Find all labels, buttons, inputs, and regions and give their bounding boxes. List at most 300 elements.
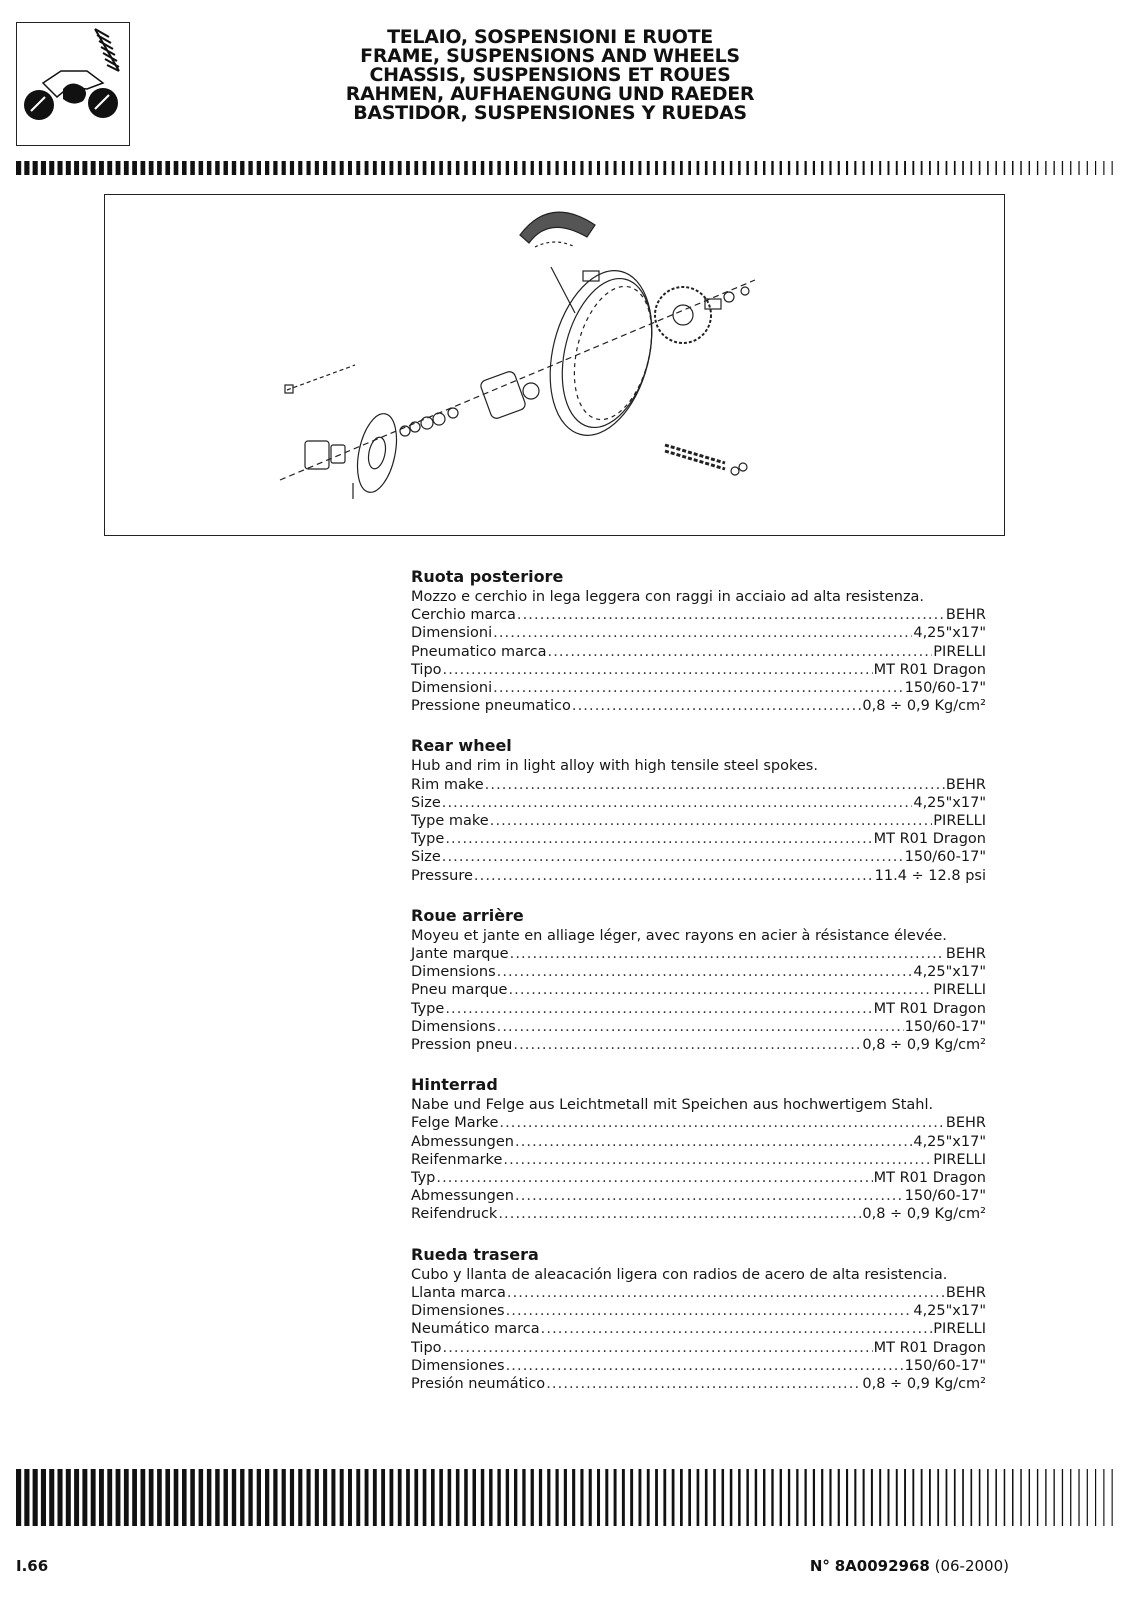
barcode-bar xyxy=(481,1469,484,1526)
barcode-bar xyxy=(937,1469,939,1526)
barcode-bar xyxy=(921,1469,923,1526)
barcode-bar xyxy=(962,1469,964,1526)
barcode-bar xyxy=(805,1469,807,1526)
barcode-bar xyxy=(348,161,352,175)
barcode-bar xyxy=(688,1469,691,1526)
barcode-bar xyxy=(1020,1469,1021,1526)
spec-section-en xyxy=(411,735,986,884)
spec-row xyxy=(411,1375,986,1393)
spec-value: PIRELLI xyxy=(933,982,986,999)
barcode-bar xyxy=(456,1469,460,1526)
barcode-bar xyxy=(390,161,394,175)
barcode-bar xyxy=(871,1469,873,1526)
barcode-bar xyxy=(406,1469,410,1526)
barcode-bar xyxy=(979,1469,981,1526)
spec-row xyxy=(411,643,986,661)
barcode-bar xyxy=(771,161,773,175)
spec-value: 0,8 ÷ 0,9 Kg/cm² xyxy=(862,1375,986,1392)
leader-dots xyxy=(506,1302,913,1320)
leader-dots xyxy=(493,679,904,697)
spec-row xyxy=(411,1114,986,1132)
spec-label: Pression pneu xyxy=(411,1037,513,1054)
barcode-bar xyxy=(414,161,418,175)
section-description: Hub and rim in light alloy with high tensile steel spokes. xyxy=(411,758,818,775)
barcode-bar xyxy=(879,1469,881,1526)
leader-dots xyxy=(445,1000,872,1018)
barcode-bar xyxy=(199,161,204,175)
barcode-bar xyxy=(240,161,244,175)
barcode-bar xyxy=(116,161,121,175)
barcode-bar xyxy=(190,1469,195,1526)
barcode-bar xyxy=(697,1469,700,1526)
spec-value: MT R01 Dragon xyxy=(873,1000,986,1017)
barcode-bar xyxy=(1095,1469,1096,1526)
barcode-bar xyxy=(41,161,46,175)
barcode-bar xyxy=(1029,1469,1030,1526)
barcode-bar xyxy=(647,1469,650,1526)
barcode-bar xyxy=(722,161,725,175)
barcode-bar xyxy=(381,161,385,175)
barcode-bar xyxy=(497,1469,500,1526)
barcode-bar xyxy=(182,161,187,175)
spec-label: Dimensions xyxy=(411,964,496,981)
bottom-barcode-strip xyxy=(16,1469,1116,1526)
barcode-bar xyxy=(141,161,146,175)
barcode-bar xyxy=(663,1469,666,1526)
spec-value: 150/60-17" xyxy=(904,1018,986,1035)
barcode-bar xyxy=(979,161,981,175)
spec-section-fr xyxy=(411,905,986,1054)
barcode-bar xyxy=(423,161,427,175)
barcode-bar xyxy=(1004,161,1006,175)
barcode-bar xyxy=(888,1469,890,1526)
barcode-bar xyxy=(373,161,377,175)
spec-row xyxy=(411,981,986,999)
spec-label: Pneu marque xyxy=(411,982,508,999)
barcode-bar xyxy=(647,161,650,175)
spec-row xyxy=(411,867,986,885)
spec-label: Abmessungen xyxy=(411,1133,514,1150)
barcode-bar xyxy=(863,1469,865,1526)
spec-value: MT R01 Dragon xyxy=(873,661,986,678)
barcode-bar xyxy=(971,1469,973,1526)
barcode-bar xyxy=(854,1469,856,1526)
spec-row xyxy=(411,963,986,981)
barcode-bar xyxy=(340,161,344,175)
barcode-bar xyxy=(531,161,534,175)
barcode-bar xyxy=(157,161,162,175)
barcode-bar xyxy=(58,1469,63,1526)
leader-dots xyxy=(445,830,872,848)
barcode-bar xyxy=(174,161,179,175)
spec-value: PIRELLI xyxy=(933,1321,986,1338)
spec-row xyxy=(411,1357,986,1375)
barcode-bar xyxy=(390,1469,394,1526)
leader-dots xyxy=(474,867,874,885)
barcode-bar xyxy=(365,1469,369,1526)
leader-dots xyxy=(546,1375,861,1393)
barcode-bar xyxy=(780,161,782,175)
spec-value: PIRELLI xyxy=(933,643,986,660)
barcode-bar xyxy=(788,161,790,175)
barcode-bar xyxy=(713,161,716,175)
barcode-bar xyxy=(74,161,79,175)
barcode-bar xyxy=(207,1469,211,1526)
barcode-bar xyxy=(448,161,452,175)
spec-value: BEHR xyxy=(945,946,986,963)
barcode-bar xyxy=(41,1469,46,1526)
motorcycle-frame-icon xyxy=(17,23,129,145)
barcode-bar xyxy=(929,1469,931,1526)
leader-dots xyxy=(547,643,932,661)
spec-label: Neumático marca xyxy=(411,1321,540,1338)
barcode-bar xyxy=(813,1469,815,1526)
spec-row xyxy=(411,697,986,715)
spec-row xyxy=(411,1000,986,1018)
barcode-bar xyxy=(821,1469,823,1526)
spec-value: BEHR xyxy=(945,607,986,624)
barcode-bar xyxy=(190,161,195,175)
spec-label: Type xyxy=(411,831,445,848)
barcode-bar xyxy=(141,1469,146,1526)
section-description: Mozzo e cerchio in lega leggera con raggi in acciaio ad alta resistenza. xyxy=(411,589,925,605)
barcode-bar xyxy=(398,1469,402,1526)
barcode-bar xyxy=(381,1469,385,1526)
leader-dots xyxy=(497,1018,904,1036)
barcode-bar xyxy=(506,161,509,175)
barcode-bar xyxy=(1103,161,1104,175)
barcode-bar xyxy=(805,161,807,175)
barcode-bar xyxy=(66,161,71,175)
spec-value: 150/60-17" xyxy=(904,1357,986,1374)
barcode-bar xyxy=(580,161,583,175)
barcode-bar xyxy=(124,161,129,175)
leader-dots xyxy=(490,812,933,830)
barcode-bar xyxy=(439,1469,443,1526)
barcode-bar xyxy=(763,1469,765,1526)
barcode-bar xyxy=(962,161,964,175)
barcode-bar xyxy=(1045,161,1046,175)
leader-dots xyxy=(498,1205,861,1223)
spec-section-es xyxy=(411,1244,986,1393)
spec-label: Pneumatico marca xyxy=(411,643,547,660)
barcode-bar xyxy=(929,161,931,175)
spec-label: Size xyxy=(411,794,441,811)
barcode-bar xyxy=(116,1469,121,1526)
barcode-bar xyxy=(796,161,798,175)
spec-value: 4,25"x17" xyxy=(913,964,986,981)
barcode-bar xyxy=(846,161,848,175)
barcode-bar xyxy=(132,161,137,175)
section-description: Nabe und Felge aus Leichtmetall mit Speichen aus hochwertigem Stahl. xyxy=(411,1097,934,1114)
barcode-bar xyxy=(1087,161,1088,175)
barcode-bar xyxy=(564,1469,567,1526)
barcode-bar xyxy=(1062,161,1063,175)
spec-row xyxy=(411,1133,986,1151)
barcode-bar xyxy=(489,1469,492,1526)
barcode-bar xyxy=(896,1469,898,1526)
spec-section-it xyxy=(411,566,986,715)
barcode-bar xyxy=(1112,1469,1113,1526)
barcode-bar xyxy=(912,161,914,175)
spec-value: PIRELLI xyxy=(933,813,986,830)
barcode-bar xyxy=(1095,161,1096,175)
doc-prefix: N° xyxy=(809,1557,830,1575)
barcode-bar xyxy=(74,1469,79,1526)
barcode-bar xyxy=(24,161,29,175)
barcode-bar xyxy=(514,1469,517,1526)
leader-dots xyxy=(507,1284,945,1302)
spec-label: Pressione pneumatico xyxy=(411,698,571,715)
barcode-bar xyxy=(912,1469,914,1526)
barcode-bar xyxy=(771,1469,773,1526)
spec-row xyxy=(411,1018,986,1036)
barcode-bar xyxy=(755,161,757,175)
section-description: Cubo y llanta de aleacación ligera con radios de acero de alta resistencia. xyxy=(411,1266,948,1283)
barcode-bar xyxy=(539,1469,542,1526)
barcode-bar xyxy=(937,161,939,175)
barcode-bar xyxy=(282,1469,286,1526)
barcode-bar xyxy=(904,161,906,175)
leader-dots xyxy=(506,1357,904,1375)
spec-row xyxy=(411,830,986,848)
leader-dots xyxy=(442,848,904,866)
spec-row xyxy=(411,1036,986,1054)
barcode-bar xyxy=(896,161,898,175)
spec-row xyxy=(411,679,986,697)
barcode-bar xyxy=(182,1469,187,1526)
barcode-bar xyxy=(697,161,700,175)
barcode-bar xyxy=(215,1469,219,1526)
barcode-bar xyxy=(556,161,559,175)
barcode-bar xyxy=(489,161,492,175)
spec-label: Size xyxy=(411,849,441,866)
leader-dots xyxy=(485,776,945,794)
spec-label: Typ xyxy=(411,1170,436,1187)
spec-row xyxy=(411,606,986,624)
specifications xyxy=(411,566,986,1413)
title-fr: CHASSIS, SUSPENSIONS ET ROUES xyxy=(369,64,731,86)
barcode-bar xyxy=(663,161,666,175)
spec-label: Tipo xyxy=(411,661,442,678)
spec-row xyxy=(411,1151,986,1169)
barcode-bar xyxy=(1070,161,1071,175)
section-title: Rueda trasera xyxy=(411,1244,539,1264)
barcode-bar xyxy=(622,1469,625,1526)
barcode-bar xyxy=(904,1469,906,1526)
spec-label: Reifenmarke xyxy=(411,1151,503,1168)
barcode-bar xyxy=(257,1469,261,1526)
barcode-bar xyxy=(614,161,617,175)
barcode-bar xyxy=(199,1469,204,1526)
section-title: Ruota posteriore xyxy=(411,567,564,586)
barcode-bar xyxy=(232,161,236,175)
barcode-bar xyxy=(456,161,460,175)
barcode-bar xyxy=(1020,161,1021,175)
barcode-bar xyxy=(531,1469,534,1526)
barcode-bar xyxy=(556,1469,559,1526)
barcode-bar xyxy=(149,161,154,175)
barcode-bar xyxy=(1078,1469,1079,1526)
spec-value: 0,8 ÷ 0,9 Kg/cm² xyxy=(862,1037,986,1054)
barcode-bar xyxy=(273,161,277,175)
spec-value: MT R01 Dragon xyxy=(873,1339,986,1356)
leader-dots xyxy=(443,661,873,679)
barcode-bar xyxy=(630,161,633,175)
spec-value: 150/60-17" xyxy=(904,680,986,697)
barcode-bar xyxy=(1045,1469,1046,1526)
spec-label: Presión neumático xyxy=(411,1375,546,1392)
barcode-bar xyxy=(605,161,608,175)
barcode-bar xyxy=(738,161,741,175)
spec-value: 150/60-17" xyxy=(904,1188,986,1205)
document-reference xyxy=(810,1557,1009,1575)
barcode-bar xyxy=(1078,161,1079,175)
leader-dots xyxy=(508,981,932,999)
doc-number: 8A0092968 xyxy=(834,1557,930,1575)
barcode-bar xyxy=(1087,1469,1088,1526)
barcode-bar xyxy=(1103,1469,1104,1526)
leader-dots xyxy=(499,1114,945,1132)
barcode-bar xyxy=(16,161,21,175)
barcode-bar xyxy=(672,1469,675,1526)
spec-label: Reifendruck xyxy=(411,1206,498,1223)
barcode-bar xyxy=(921,161,923,175)
barcode-bar xyxy=(622,161,625,175)
barcode-bar xyxy=(780,1469,782,1526)
barcode-bar xyxy=(282,161,286,175)
spec-row xyxy=(411,812,986,830)
barcode-bar xyxy=(1062,1469,1063,1526)
leader-dots xyxy=(493,624,912,642)
spec-value: MT R01 Dragon xyxy=(873,831,986,848)
barcode-bar xyxy=(331,161,335,175)
spec-value: 4,25"x17" xyxy=(913,1133,986,1150)
spec-label: Dimensions xyxy=(411,1018,496,1035)
barcode-bar xyxy=(431,1469,435,1526)
leader-dots xyxy=(541,1320,933,1338)
title-es: BASTIDOR, SUSPENSIONES Y RUEDAS xyxy=(353,102,747,124)
barcode-bar xyxy=(597,1469,600,1526)
barcode-bar xyxy=(506,1469,509,1526)
barcode-bar xyxy=(356,1469,360,1526)
spec-row xyxy=(411,1205,986,1223)
barcode-bar xyxy=(91,161,96,175)
page-titles xyxy=(300,28,800,123)
barcode-bar xyxy=(307,161,311,175)
barcode-bar xyxy=(132,1469,137,1526)
barcode-bar xyxy=(82,1469,87,1526)
barcode-bar xyxy=(547,1469,550,1526)
barcode-bar xyxy=(373,1469,377,1526)
barcode-bar xyxy=(356,161,360,175)
spec-label: Cerchio marca xyxy=(411,607,516,624)
barcode-bar xyxy=(655,1469,658,1526)
barcode-bar xyxy=(589,1469,592,1526)
barcode-bar xyxy=(82,161,87,175)
spec-label: Abmessungen xyxy=(411,1188,514,1205)
barcode-bar xyxy=(763,161,765,175)
barcode-bar xyxy=(863,161,865,175)
spec-label: Type make xyxy=(411,813,489,830)
barcode-bar xyxy=(224,161,228,175)
spec-value: 0,8 ÷ 0,9 Kg/cm² xyxy=(862,1206,986,1223)
barcode-bar xyxy=(107,161,112,175)
leader-dots xyxy=(515,1187,904,1205)
barcode-bar xyxy=(946,161,948,175)
barcode-bar xyxy=(1054,1469,1055,1526)
barcode-bar xyxy=(539,161,542,175)
barcode-bar xyxy=(1070,1469,1071,1526)
barcode-bar xyxy=(730,161,733,175)
leader-dots xyxy=(503,1151,932,1169)
barcode-bar xyxy=(1112,161,1113,175)
leader-dots xyxy=(515,1133,912,1151)
barcode-bar xyxy=(829,161,831,175)
barcode-bar xyxy=(58,161,63,175)
barcode-bar xyxy=(846,1469,848,1526)
spec-value: BEHR xyxy=(945,776,986,793)
barcode-bar xyxy=(813,161,815,175)
barcode-bar xyxy=(315,161,319,175)
spec-value: 0,8 ÷ 0,9 Kg/cm² xyxy=(862,698,986,715)
section-description: Moyeu et jante en alliage léger, avec rayons en acier à résistance élevée. xyxy=(411,927,947,944)
barcode-bar xyxy=(323,161,327,175)
spec-label: Pressure xyxy=(411,867,473,884)
barcode-bar xyxy=(514,161,517,175)
barcode-bar xyxy=(987,1469,989,1526)
barcode-bar xyxy=(24,1469,29,1526)
spec-label: Dimensioni xyxy=(411,680,493,697)
barcode-bar xyxy=(1029,161,1030,175)
barcode-bar xyxy=(971,161,973,175)
barcode-bar xyxy=(597,161,600,175)
spec-value: BEHR xyxy=(945,1284,986,1301)
barcode-bar xyxy=(995,1469,997,1526)
barcode-bar xyxy=(630,1469,633,1526)
barcode-bar xyxy=(572,1469,575,1526)
barcode-bar xyxy=(655,161,658,175)
barcode-bar xyxy=(33,1469,38,1526)
barcode-bar xyxy=(290,161,294,175)
barcode-bar xyxy=(215,161,219,175)
barcode-bar xyxy=(987,161,989,175)
barcode-bar xyxy=(838,1469,840,1526)
barcode-bar xyxy=(788,1469,790,1526)
leader-dots xyxy=(510,945,945,963)
spec-value: 11.4 ÷ 12.8 psi xyxy=(874,867,986,884)
spec-label: Type xyxy=(411,1000,445,1017)
spec-row xyxy=(411,1302,986,1320)
barcode-bar xyxy=(157,1469,162,1526)
spec-row xyxy=(411,776,986,794)
barcode-bar xyxy=(547,161,550,175)
barcode-bar xyxy=(365,161,369,175)
barcode-bar xyxy=(340,1469,344,1526)
barcode-bar xyxy=(1037,1469,1038,1526)
spec-label: Dimensiones xyxy=(411,1357,505,1374)
barcode-bar xyxy=(323,1469,327,1526)
section-title: Roue arrière xyxy=(411,905,524,925)
barcode-bar xyxy=(755,1469,757,1526)
barcode-bar xyxy=(946,1469,948,1526)
spec-value: BEHR xyxy=(945,1115,986,1132)
barcode-bar xyxy=(1037,161,1038,175)
barcode-bar xyxy=(713,1469,716,1526)
barcode-bar xyxy=(99,161,104,175)
barcode-bar xyxy=(888,161,890,175)
barcode-bar xyxy=(298,1469,302,1526)
